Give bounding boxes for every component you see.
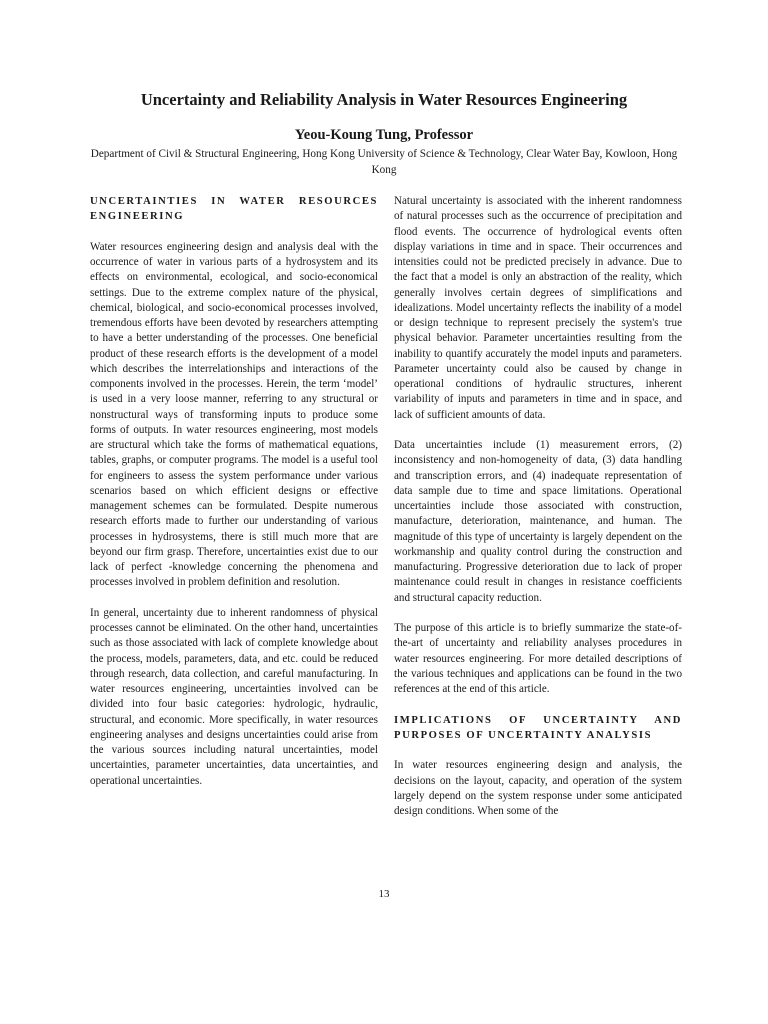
page-number: 13 xyxy=(378,888,390,900)
left-column xyxy=(90,194,378,804)
author-line: Yeou-Koung Tung, Professor xyxy=(294,127,474,143)
section-heading-implications: IMPLICATIONS OF UNCERTAINTY AND PURPOSES OF UNCERTAINTY ANALYSIS xyxy=(394,714,682,741)
body-paragraph: In general, uncertainty due to inherent randomness of physical processes cannot be eliminated. On the other hand, uncertainties such as those associated with lack of complete knowledge about the process, models, parameters, data, and etc. could be reduced through research, data collection, and careful manufacturing. In water resources engineering, uncertainties involved can be divided into four basic categories: hydrologic, hydraulic, structural, and economic. More specifically, in water resources engineering analyses and designs uncertainties could arise from the various sources including natural uncertainties, model uncertainties, parameter uncertainties, data uncertainties, and operational uncertainties. xyxy=(90,606,378,787)
body-paragraph: In water resources engineering design and analysis, the decisions on the layout, capacity, and operation of the system largely depend on the system response under some anticipated design conditions. When some of the xyxy=(394,759,682,817)
body-paragraph: Water resources engineering design and analysis deal with the occurrence of water in various parts of a hydrosystem and its effects on environmental, ecological, and socio-economical settings. Due to the extreme complex nature of the physical, chemical, biological, and socio-economical processes involved, tremendous efforts have been devoted by researchers attempting to have a better understanding of the processes. One beneficial product of these research efforts is the development of a model which describes the interrelationships and interactions of the components involved in the processes. Herein, the term ‘model’ is used in a very loose manner, referring to any structural or nonstructural ways of transforming inputs to produce some forms of outputs. In water resources engineering, most models are structural which take the forms of mathematical equations, tables, graphs, or computer programs. The model is a useful tool for engineers to assess the system performance under various scenarios based on which efficient designs or effective management schemes can be formulated. Despite numerous research efforts made to further our understanding of various processes in hydrosystems, there is still much more that are beyond our firm grasp. Therefore, uncertainties exist due to our lack of perfect -knowledge concerning the phenomena and processes involved in problem definition and resolution. xyxy=(90,240,378,589)
paper-title: Uncertainty and Reliability Analysis in Water Resources Engineering xyxy=(140,90,628,109)
body-paragraph: Natural uncertainty is associated with the inherent randomness of natural processes such as the occurrence of precipitation and flood events. The occurrence of hydrological events often display variations in time and in space. Their occurrences and intensities could not be predicted precisely in advance. Due to the fact that a model is only an abstraction of the reality, which generally involves certain degrees of simplifications and idealizations. Model uncertainty reflects the inability of a model or design technique to represent precisely the system's true physical behavior. Parameter uncertainties resulting from the inability to quantify accurately the model inputs and parameters. Parameter uncertainty could also be caused by change in operational conditions of hydraulic structures, inherent variability of inputs and parameters in time and in space, and lack of sufficient amounts of data. xyxy=(394,195,682,421)
body-paragraph: The purpose of this article is to briefly summarize the state-of-the-art of uncertainty and reliability analyses procedures in water resources engineering. For more detailed descriptions of the various techniques and applications can be found in the two references at the end of this article. xyxy=(394,622,682,695)
body-paragraph: Data uncertainties include (1) measurement errors, (2) inconsistency and non-homogeneity of data, (3) data handling and transcription errors, and (4) inadequate representation of data sample due to time and space limitations. Operational uncertainties include those associated with construction, manufacture, deterioration, maintenance, and human. The magnitude of this type of uncertainty is largely dependent on the workmanship and quality control during the construction and manufacturing. Progressive deterioration due to lack of proper maintenance could result in changes in resistance coefficients and structural capacity reduction. xyxy=(394,439,682,604)
affiliation: Department of Civil & Structural Engineering, Hong Kong University of Science & Technology, Clear Water Bay, Kowloon, Hong Kong xyxy=(90,148,678,176)
section-heading-uncertainties: UNCERTAINTIES IN WATER RESOURCES ENGINEERING xyxy=(90,196,378,223)
right-column xyxy=(394,194,682,835)
